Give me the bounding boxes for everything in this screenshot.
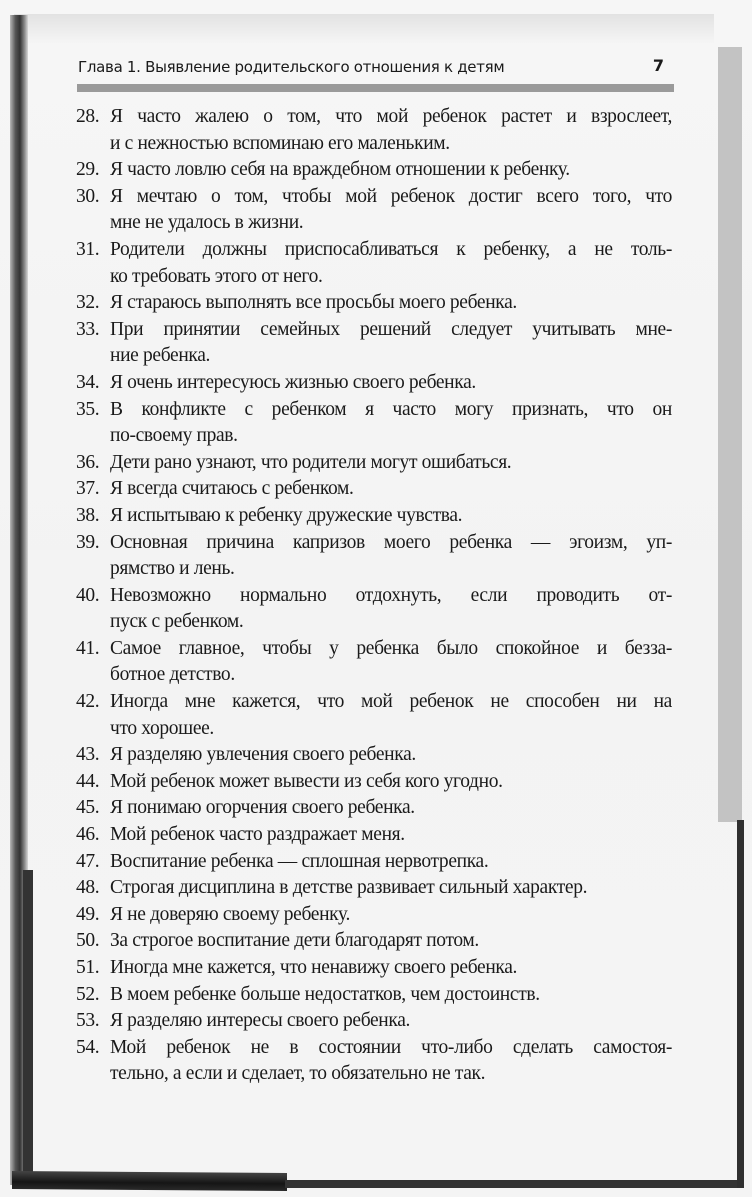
item-text — [110, 769, 672, 796]
list-item — [76, 955, 672, 982]
item-number: 43. — [76, 744, 100, 766]
item-line: мне не удалось в жизни. — [110, 212, 304, 234]
item-text — [110, 290, 672, 317]
item-text — [110, 689, 672, 742]
bottom-border-line — [285, 1180, 740, 1188]
item-line: Невозможно нормально отдохнуть, если проводить от- — [110, 584, 672, 606]
item-text — [110, 982, 672, 1009]
item-text — [110, 742, 672, 769]
item-text — [110, 928, 672, 955]
chapter-title: Глава 1. Выявление родительского отношения к детям — [78, 58, 505, 76]
item-text — [110, 849, 672, 876]
item-number: 44. — [76, 770, 100, 792]
list-item — [76, 237, 672, 290]
item-line: Я мечтаю о том, чтобы мой ребенок достиг всего того, что — [110, 185, 672, 207]
item-number: 33. — [76, 318, 100, 340]
item-number: 31. — [76, 238, 100, 260]
list-item — [76, 742, 672, 769]
item-line: Я не доверяю своему ребенку. — [110, 903, 350, 925]
list-item — [76, 370, 672, 397]
item-text — [110, 476, 672, 503]
item-line: Самое главное, чтобы у ребенка было спокойное и безза- — [110, 637, 672, 659]
item-number: 52. — [76, 983, 100, 1005]
item-line: ботное детство. — [110, 664, 235, 686]
list-item — [76, 184, 672, 237]
item-line: Я очень интересуюсь жизнью своего ребенка. — [110, 371, 476, 393]
item-line: Я всегда считаюсь с ребенком. — [110, 478, 354, 500]
item-text — [110, 317, 672, 370]
header-rule — [77, 84, 674, 92]
item-number: 54. — [76, 1036, 100, 1058]
item-number: 48. — [76, 877, 100, 899]
list-item — [76, 104, 672, 157]
item-line: Дети рано узнают, что родители могут ошибаться. — [110, 451, 512, 473]
list-item — [76, 317, 672, 370]
item-text — [110, 902, 672, 929]
item-line: рямство и лень. — [110, 558, 235, 580]
item-number: 49. — [76, 903, 100, 925]
item-text — [110, 1008, 672, 1035]
item-text — [110, 370, 672, 397]
item-text — [110, 583, 672, 636]
list-item — [76, 583, 672, 636]
item-text — [110, 237, 672, 290]
item-number: 53. — [76, 1010, 100, 1032]
item-number: 40. — [76, 584, 100, 606]
list-item — [76, 875, 672, 902]
item-text — [110, 530, 672, 583]
item-number: 42. — [76, 691, 100, 713]
item-number: 34. — [76, 371, 100, 393]
running-header — [78, 58, 668, 82]
item-number: 41. — [76, 637, 100, 659]
item-line: За строгое воспитание дети благодарят потом. — [110, 930, 479, 952]
left-border-line — [23, 870, 33, 1185]
item-line: тельно, а если и сделает, то обязательно не так. — [110, 1063, 486, 1085]
item-text — [110, 822, 672, 849]
list-item — [76, 1008, 672, 1035]
item-number: 29. — [76, 159, 100, 181]
item-line: Воспитание ребенка — сплошная нервотрепка. — [110, 850, 489, 872]
item-text — [110, 955, 672, 982]
item-text — [110, 795, 672, 822]
item-line: Я понимаю огорчения своего ребенка. — [110, 797, 415, 819]
item-number: 46. — [76, 824, 100, 846]
item-line: Строгая дисциплина в детстве развивает сильный характер. — [110, 877, 588, 899]
item-line: В моем ребенке больше недостатков, чем достоинств. — [110, 983, 540, 1005]
item-number: 35. — [76, 398, 100, 420]
list-item — [76, 795, 672, 822]
item-line: что хорошее. — [110, 717, 214, 739]
right-page-edge — [718, 47, 742, 822]
item-line: Я разделяю интересы своего ребенка. — [110, 1010, 411, 1032]
list-item — [76, 902, 672, 929]
list-item — [76, 982, 672, 1009]
item-text — [110, 875, 672, 902]
item-text — [110, 450, 672, 477]
item-number: 32. — [76, 292, 100, 314]
item-number: 50. — [76, 930, 100, 952]
item-line: пуск с ребенком. — [110, 611, 244, 633]
item-line: ко требовать этого от него. — [110, 265, 323, 287]
item-text — [110, 157, 672, 184]
list-item — [76, 1035, 672, 1088]
list-item — [76, 157, 672, 184]
list-item — [76, 450, 672, 477]
item-text — [110, 104, 672, 157]
item-line: Я часто ловлю себя на враждебном отношении к ребенку. — [110, 159, 570, 181]
list-item — [76, 769, 672, 796]
item-number: 30. — [76, 185, 100, 207]
item-number: 47. — [76, 850, 100, 872]
item-line: Я стараюсь выполнять все просьбы моего ребенка. — [110, 292, 517, 314]
item-text — [110, 503, 672, 530]
item-text — [110, 397, 672, 450]
item-line: Иногда мне кажется, что ненавижу своего ребенка. — [110, 957, 518, 978]
list-item — [76, 636, 672, 689]
item-line: В конфликте с ребенком я часто могу признать, что он — [110, 398, 672, 420]
item-text — [110, 636, 672, 689]
item-line: Иногда мне кажется, что мой ребенок не способен ни на — [110, 691, 672, 713]
item-line: Родители должны приспосабливаться к ребенку, а не толь- — [110, 238, 672, 260]
item-number: 38. — [76, 504, 100, 526]
item-number: 28. — [76, 106, 100, 127]
list-item — [76, 849, 672, 876]
item-line: Мой ребенок может вывести из себя кого угодно. — [110, 770, 503, 792]
list-item — [76, 290, 672, 317]
list-item — [76, 530, 672, 583]
questionnaire-items — [76, 104, 672, 1088]
item-number: 37. — [76, 478, 100, 500]
item-text — [110, 1035, 672, 1088]
item-number: 45. — [76, 797, 100, 819]
right-border-line — [737, 820, 744, 1188]
list-item — [76, 476, 672, 503]
list-item — [76, 822, 672, 849]
item-number: 36. — [76, 451, 100, 473]
item-line: Я испытываю к ребенку дружеские чувства. — [110, 504, 463, 526]
item-line: Я часто жалею о том, что мой ребенок растет и взрослеет, — [110, 106, 672, 127]
item-line: и с нежностью вспоминаю его маленьким. — [110, 132, 450, 154]
list-item — [76, 928, 672, 955]
item-line: по-своему прав. — [110, 425, 238, 447]
page-number: 7 — [652, 56, 664, 75]
top-shadow — [14, 14, 714, 44]
item-number: 39. — [76, 531, 100, 553]
list-item — [76, 397, 672, 450]
item-line: Основная причина капризов моего ребенка — эгоизм, уп- — [110, 531, 672, 553]
item-line: Мой ребенок не в состоянии что-либо сделать самостоя- — [110, 1036, 672, 1058]
list-item — [76, 689, 672, 742]
item-text — [110, 184, 672, 237]
item-line: ние ребенка. — [110, 345, 211, 367]
item-number: 51. — [76, 957, 100, 978]
bottom-spine-shadow — [12, 1171, 287, 1191]
item-line: Мой ребенок часто раздражает меня. — [110, 824, 405, 846]
list-item — [76, 503, 672, 530]
item-line: Я разделяю увлечения своего ребенка. — [110, 744, 416, 766]
item-line: При принятии семейных решений следует учитывать мне- — [110, 318, 672, 340]
